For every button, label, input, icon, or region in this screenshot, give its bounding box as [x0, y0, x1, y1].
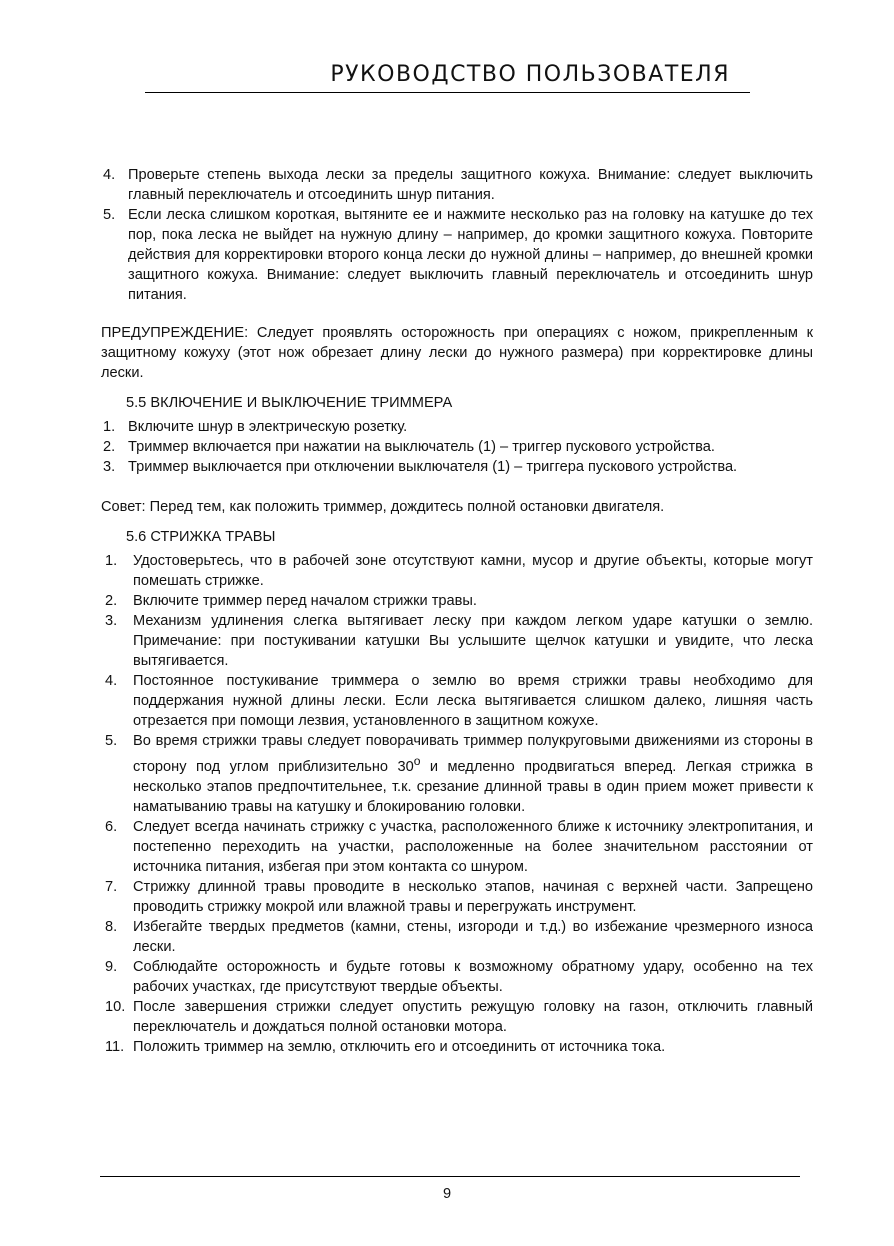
list-item-number: 9.	[105, 958, 118, 975]
list-item-text: Удостоверьтесь, что в рабочей зоне отсутствуют камни, мусор и другие объекты, которые могут помешать стрижке.	[133, 553, 813, 589]
page-header	[145, 60, 750, 93]
list-item-number: 2.	[103, 439, 116, 455]
list-item	[105, 917, 813, 957]
list-item-text: Включите шнур в электрическую розетку.	[128, 419, 408, 435]
list-item-text: Стрижку длинной травы проводите в несколько этапов, начиная с верхней части. Запрещено проводить стрижку мокрой или влажной травы и перегружать инструмент.	[133, 878, 813, 915]
list-item	[105, 731, 813, 817]
list-item-number: 11.	[105, 1038, 125, 1055]
list-item	[105, 957, 813, 997]
list-item-number: 8.	[105, 918, 118, 935]
warning-paragraph: ПРЕДУПРЕЖДЕНИЕ: Следует проявлять осторожность при операциях с ножом, прикрепленным к защитному кожуху (этот нож обрезает длину лески до нужного размера) при корректировке длины лески.	[101, 325, 813, 381]
list-item-number: 3.	[105, 613, 118, 629]
section-title: 5.5 ВКЛЮЧЕНИЕ И ВЫКЛЮЧЕНИЕ ТРИММЕРА	[126, 395, 453, 411]
list-item-text: Избегайте твердых предметов (камни, стены, изгороди и т.д.) во избежание чрезмерного износа лески.	[133, 918, 813, 955]
section-55-list	[101, 417, 813, 477]
list-item	[105, 611, 813, 671]
section-title: 5.6 СТРИЖКА ТРАВЫ	[126, 529, 276, 545]
list-item-number: 4.	[103, 167, 116, 183]
list-item	[105, 591, 813, 611]
header-rule	[145, 92, 750, 93]
list-item-number: 5.	[103, 207, 116, 223]
list-item-text: Если леска слишком короткая, вытяните ее и нажмите несколько раз на головку на катушке до тех пор, пока леска не выйдет на нужную длину – например, до кромки защитного кожуха. Повторите действия для корректировки второго конца лески до нужной длины – например, до внешней кромки защитного кожуха. Внимание: следует выключить главный переключатель и отсоединить шнур питания.	[128, 207, 813, 303]
list-item-text-start: Во время стрижки травы следует поворачивать триммер полукруговыми движениями из стороны в сторону под углом приблизительно 30	[133, 733, 813, 775]
list-item-text	[133, 733, 813, 815]
list-item-text: Соблюдайте осторожность и будьте готовы к возможному обратному удару, особенно на тех рабочих участках, где присутствуют твердые объекты.	[133, 958, 813, 995]
list-item-text: Включите триммер перед началом стрижки травы.	[133, 593, 477, 609]
list-item-text: Триммер выключается при отключении выключателя (1) – триггера пускового устройства.	[128, 459, 738, 475]
list-item-number: 3.	[103, 459, 116, 475]
list-item	[101, 437, 813, 457]
list-item-text-end: и медленно продвигаться вперед. Легкая стрижка в несколько этапов предпочтительнее, т.к. срезание длинной травы в один прием может привести к наматыванию травы на катушку и блокированию головки.	[133, 758, 813, 815]
list-item-number: 6.	[105, 818, 118, 835]
list-item	[105, 817, 813, 877]
list-item-number: 7.	[105, 878, 118, 895]
list-item	[101, 417, 813, 437]
page-content	[101, 165, 813, 1057]
list-item	[105, 551, 813, 591]
header-title: РУКОВОДСТВО ПОЛЬЗОВАТЕЛЯ	[330, 62, 730, 87]
list-item	[105, 997, 813, 1037]
list-item-number: 2.	[105, 593, 118, 609]
tip-paragraph: Совет: Перед тем, как положить триммер, дождитесь полной остановки двигателя.	[101, 499, 665, 515]
list-item	[105, 877, 813, 917]
list-item-number: 10.	[105, 998, 126, 1015]
list-item-text: Проверьте степень выхода лески за пределы защитного кожуха. Внимание: следует выключить главный переключатель и отсоединить шнур питания.	[128, 167, 813, 203]
list-item-number: 5.	[105, 733, 118, 749]
list-item-number: 4.	[105, 673, 118, 689]
list-item	[101, 457, 813, 477]
footer-rule	[100, 1176, 800, 1177]
list-item-text: После завершения стрижки следует опустить режущую головку на газон, отключить главный переключатель и дождаться полной остановки мотора.	[133, 998, 813, 1035]
degree-mark: o	[413, 754, 421, 768]
list-item-number: 1.	[103, 419, 116, 435]
list-item-text: Механизм удлинения слегка вытягивает леску при каждом легком ударе катушки о землю. Примечание: при постукивании катушки Вы услышите щелчок катушки и увидите, что леска вытягивается.	[133, 613, 813, 669]
list-item-text: Положить триммер на землю, отключить его и отсоединить от источника тока.	[133, 1038, 666, 1055]
list-a	[101, 165, 813, 305]
list-item	[105, 1037, 813, 1057]
list-item-text: Триммер включается при нажатии на выключатель (1) – триггер пускового устройства.	[128, 439, 715, 455]
section-56-list	[105, 551, 813, 1057]
list-item	[105, 671, 813, 731]
list-item-text: Постоянное постукивание триммера о землю во время стрижки травы необходимо для поддержания нужной длины лески. Если леска вытягивается слишком далеко, лишняя часть отрезается при помощи лезвия, установленного в защитном кожухе.	[133, 673, 813, 729]
list-item-text: Следует всегда начинать стрижку с участка, расположенного ближе к источнику электропитания, и постепенно переходить на участки, расположенные на более значительном расстоянии от источника питания, избегая при этом контакта со шнуром.	[133, 818, 813, 875]
list-item	[101, 205, 813, 305]
page-number: 9	[442, 1186, 452, 1202]
list-item	[101, 165, 813, 205]
list-item-number: 1.	[105, 553, 118, 569]
